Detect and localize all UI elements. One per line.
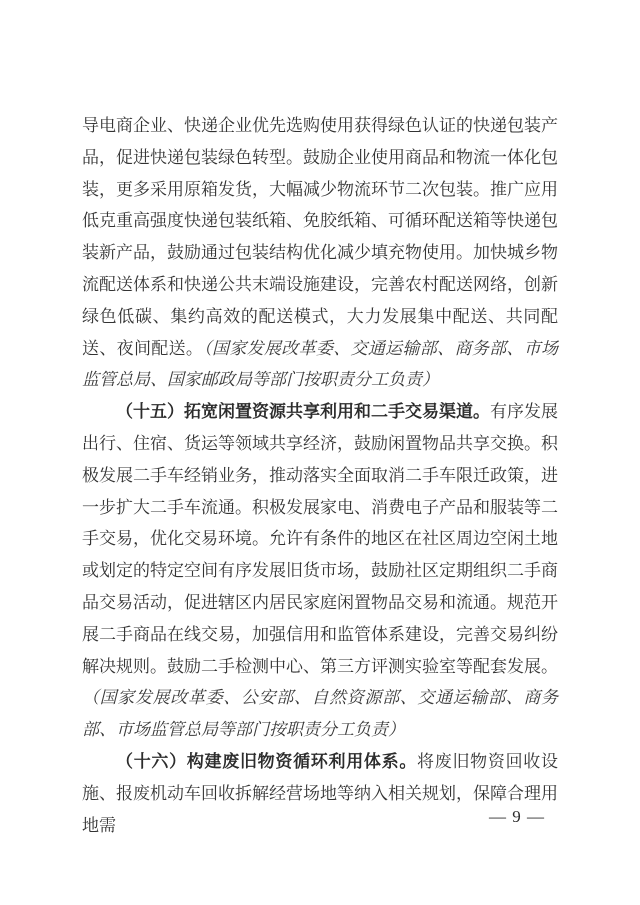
text-segment-kaiti: （国家发展改革委、公安部、自然资源部、交通运输部、商务部、市场监管总局等部门按职责分工负责） [82, 688, 558, 740]
document-body [82, 110, 558, 841]
text-segment-bold: （十六）构建废旧物资循环利用体系。 [116, 751, 418, 771]
text-segment-normal: 导电商企业、快递企业优先选购使用获得绿色认证的快递包装产品，促进快递包装绿色转型。鼓励企业使用商品和物流一体化包装，更多采用原箱发货，大幅减少物流环节二次包装。推广应用低克重高强度快递包装纸箱、免胶纸箱、可循环配送箱等快递包装新产品，鼓励通过包装结构优化减少填充物使用。加快城乡物流配送体系和快递公共末端设施建设，完善农村配送网络，创新绿色低碳、集约高效的配送模式，大力发展集中配送、共同配送、夜间配送。 [82, 116, 558, 358]
page-number: — 9 — [489, 807, 545, 826]
paragraph [82, 396, 558, 746]
text-segment-kaiti: （国家发展改革委、交通运输部、商务部、市场监管总局、国家邮政局等部门按职责分工负责） [82, 338, 559, 390]
text-segment-bold: （十五）拓宽闲置资源共享利用和二手交易渠道。 [116, 402, 490, 422]
paragraph [82, 110, 558, 396]
text-segment-normal: 有序发展出行、住宿、货运等领域共享经济，鼓励闲置物品共享交换。积极发展二手车经销业务，推动落实全面取消二手车限迁政策，进一步扩大二手车流通。积极发展家电、消费电子产品和服装等二手交易，优化交易环境。允许有条件的地区在社区周边空闲土地或划定的特定空间有序发展旧货市场，鼓励社区定期组织二手商品交易活动，促进辖区内居民家庭闲置物品交易和流通。规范开展二手商品在线交易，加强信用和监管体系建设，完善交易纠纷解决规则。鼓励二手检测中心、第三方评测实验室等配套发展。 [82, 402, 558, 676]
text-segment-normal: 将废旧物资回收设施、报废机动车回收拆解经营场地等纳入相关规划，保障合理用地需 [82, 751, 559, 835]
